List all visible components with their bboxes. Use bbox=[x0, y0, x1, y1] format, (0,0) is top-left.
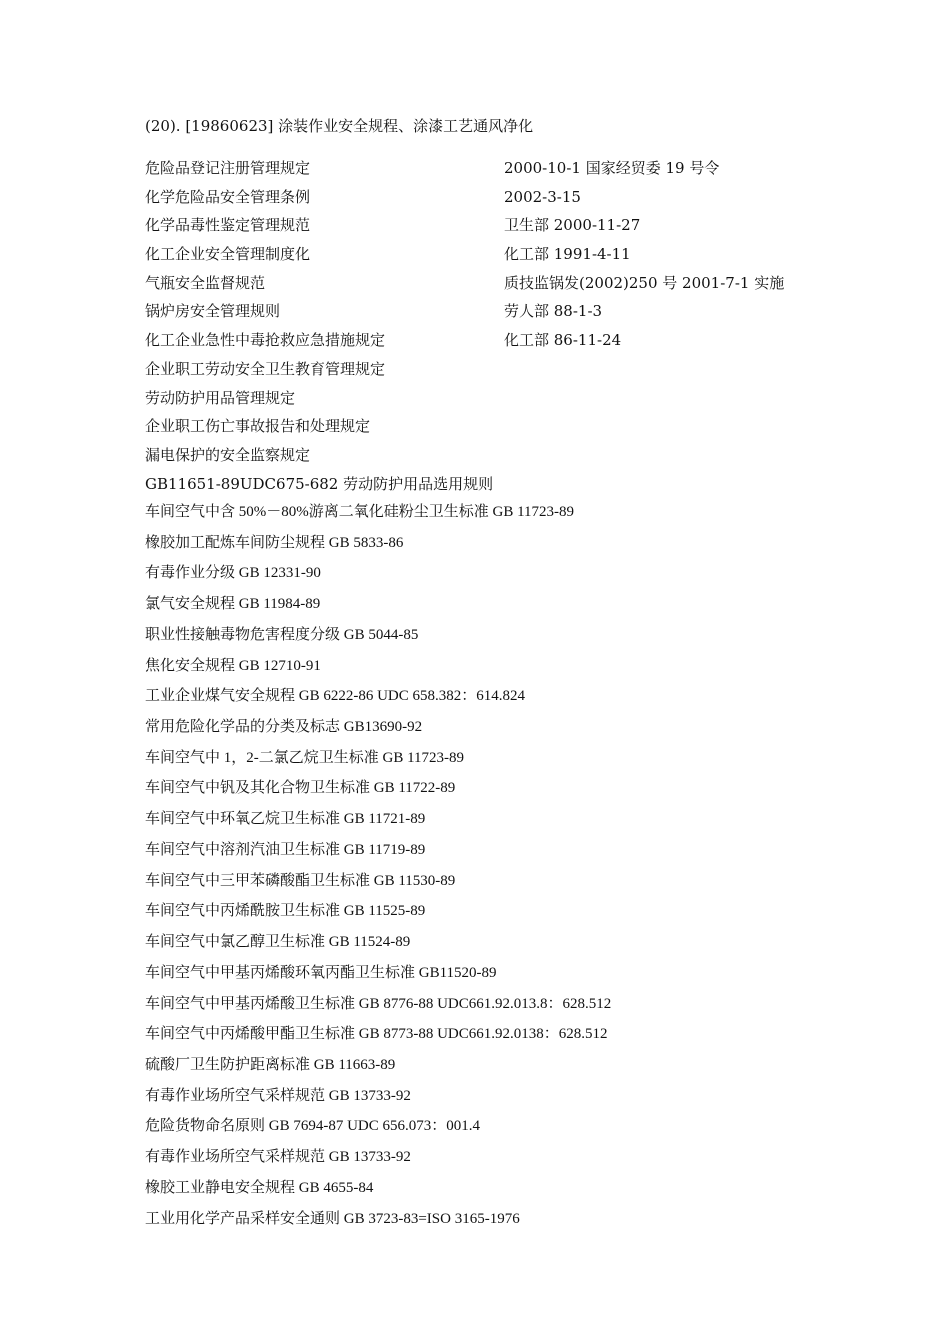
standard-item: 硫酸厂卫生防护距离标准 GB 11663-89 bbox=[145, 1056, 396, 1073]
regulation-ref: 劳人部 88-1-3 bbox=[504, 302, 603, 321]
standard-item: 氯气安全规程 GB 11984-89 bbox=[145, 596, 321, 613]
regulation-name: 化学品毒性鉴定管理规范 bbox=[145, 216, 311, 235]
standard-item: 焦化安全规程 GB 12710-91 bbox=[145, 657, 321, 674]
regulation-ref: 2000-10-1 国家经贸委 19 号令 bbox=[504, 159, 720, 177]
standard-item: 车间空气中含 50%－80%游离二氧化硅粉尘卫生标准 GB 11723-89 bbox=[145, 504, 575, 520]
standard-item: 工业企业煤气安全规程 GB 6222-86 UDC 658.382：614.824 bbox=[145, 688, 526, 705]
standard-item: 车间空气中丙烯酸甲酯卫生标准 GB 8773-88 UDC661.92.0138：628.512 bbox=[145, 1026, 608, 1043]
standard-item: 危险货物命名原则 GB 7694-87 UDC 656.073：001.4 bbox=[145, 1118, 481, 1135]
standard-item: 车间空气中三甲苯磷酸酯卫生标准 GB 11530-89 bbox=[145, 872, 456, 889]
regulation-name: 企业职工伤亡事故报告和处理规定 bbox=[145, 417, 371, 436]
regulation-ref: 卫生部 2000-11-27 bbox=[504, 216, 641, 235]
regulation-name: 化工企业安全管理制度化 bbox=[145, 245, 311, 264]
standard-item: 橡胶加工配炼车间防尘规程 GB 5833-86 bbox=[145, 534, 404, 551]
regulation-name: 漏电保护的安全监察规定 bbox=[145, 445, 311, 464]
regulation-name: GB11651-89UDC675-682 劳动防护用品选用规则 bbox=[145, 474, 494, 493]
standard-item: 车间空气中氯乙醇卫生标准 GB 11524-89 bbox=[145, 934, 411, 951]
regulation-ref: 化工部 1991-4-11 bbox=[504, 245, 631, 264]
standard-item: 车间空气中钒及其化合物卫生标准 GB 11722-89 bbox=[145, 780, 456, 797]
regulation-name: 危险品登记注册管理规定 bbox=[145, 159, 311, 177]
standard-item: 有毒作业场所空气采样规范 GB 13733-92 bbox=[145, 1149, 411, 1166]
regulation-ref: 质技监锅发(2002)250 号 2001-7-1 实施 bbox=[504, 273, 785, 292]
standard-item: 车间空气中甲基丙烯酸卫生标准 GB 8776-88 UDC661.92.013.8：628.512 bbox=[145, 995, 612, 1012]
standard-item: 职业性接触毒物危害程度分级 GB 5044-85 bbox=[145, 626, 419, 643]
regulation-name: 化工企业急性中毒抢救应急措施规定 bbox=[145, 331, 386, 350]
standards-list bbox=[145, 497, 611, 1234]
standard-item: 有毒作业场所空气采样规范 GB 13733-92 bbox=[145, 1087, 411, 1104]
regulation-name: 锅炉房安全管理规则 bbox=[145, 302, 281, 321]
standard-item: 车间空气中环氧乙烷卫生标准 GB 11721-89 bbox=[145, 811, 426, 828]
section-heading: (20). [19860623] 涂装作业安全规程、涂漆工艺通风净化 bbox=[145, 117, 534, 135]
regulation-name: 企业职工劳动安全卫生教育管理规定 bbox=[145, 359, 386, 378]
standard-item: 车间空气中丙烯酰胺卫生标准 GB 11525-89 bbox=[145, 903, 426, 920]
standard-item: 有毒作业分级 GB 12331-90 bbox=[145, 565, 321, 582]
regulation-name: 化学危险品安全管理条例 bbox=[145, 187, 311, 206]
regulation-ref: 2002-3-15 bbox=[504, 187, 581, 206]
regulation-name: 劳动防护用品管理规定 bbox=[145, 388, 296, 407]
standard-item: 橡胶工业静电安全规程 GB 4655-84 bbox=[145, 1179, 374, 1196]
standard-item: 车间空气中溶剂汽油卫生标准 GB 11719-89 bbox=[145, 841, 426, 858]
standard-item: 车间空气中 1，2-二氯乙烷卫生标准 GB 11723-89 bbox=[145, 749, 465, 766]
standard-item: 常用危险化学品的分类及标志 GB13690-92 bbox=[145, 719, 423, 736]
regulation-ref: 化工部 86-11-24 bbox=[504, 331, 622, 350]
regulation-name: 气瓶安全监督规范 bbox=[145, 273, 266, 292]
standard-item: 工业用化学产品采样安全通则 GB 3723-83=ISO 3165-1976 bbox=[145, 1210, 520, 1227]
standard-item: 车间空气中甲基丙烯酸环氧丙酯卫生标准 GB11520-89 bbox=[145, 964, 497, 981]
